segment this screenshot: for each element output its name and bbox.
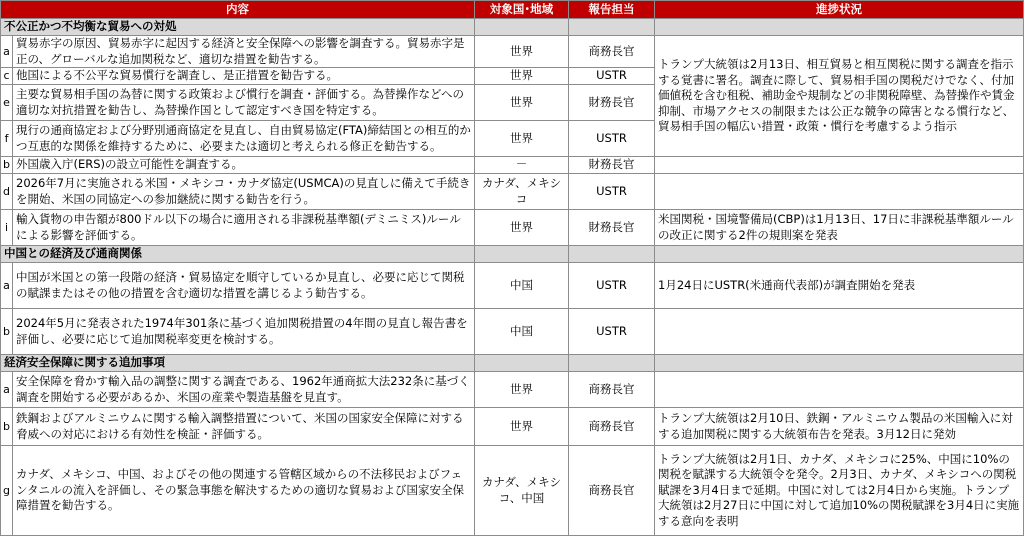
row-content: 2024年5月に発表された1974年301条に基づく追加関税措置の4年間の見直し報告書を評価し、必要に応じて追加関税率変更を検討する。 <box>13 309 475 355</box>
header-row <box>1 1 1024 19</box>
row-country: 中国 <box>475 263 569 309</box>
row-content: 貿易赤字の原因、貿易赤字に起因する経済と安全保障への影響を調査する。貿易赤字是正の、グローバルな追加関税など、適切な措置を勧告する。 <box>13 36 475 68</box>
row-content: 中国が米国との第一段階の経済・貿易協定を順守しているか見直し、必要に応じて関税の賦課またはその他の措置を含む適切な措置を講じるよう勧告する。 <box>13 263 475 309</box>
row-country: カナダ、メキシコ <box>475 174 569 210</box>
row-content: 外国歳入庁(ERS)の設立可能性を調査する。 <box>13 157 475 174</box>
header-content: 内容 <box>1 1 475 19</box>
row-content: 主要な貿易相手国の為替に関する政策および慣行を調査・評価する。為替操作などへの適切な対抗措置を勧告し、為替操作国として認定すべき国を特定する。 <box>13 85 475 121</box>
row-country: 世界 <box>475 372 569 408</box>
row-country: カナダ、メキシコ、中国 <box>475 446 569 536</box>
row-country: 中国 <box>475 309 569 355</box>
section-title: 中国との経済及び通商関係 <box>1 246 475 263</box>
row-letter: b <box>1 309 13 355</box>
row-country: 世界 <box>475 121 569 157</box>
row-content: 輸入貨物の申告額が800ドル以下の場合に適用される非課税基準額(デミニミス)ルールによる影響を評価する。 <box>13 210 475 246</box>
table-row <box>1 263 1024 309</box>
row-reporter: USTR <box>569 174 655 210</box>
row-letter: e <box>1 85 13 121</box>
row-reporter: USTR <box>569 68 655 85</box>
table-row <box>1 372 1024 408</box>
row-progress: トランプ大統領は2月10日、鉄鋼・アルミニウム製品の米国輸入に対する追加関税に関する大統領布告を発表。3月12日に発効 <box>655 408 1024 446</box>
row-progress <box>655 372 1024 408</box>
row-reporter: 財務長官 <box>569 85 655 121</box>
row-reporter: USTR <box>569 309 655 355</box>
table-row <box>1 210 1024 246</box>
row-content: 他国による不公平な貿易慣行を調査し、是正措置を勧告する。 <box>13 68 475 85</box>
row-letter: b <box>1 157 13 174</box>
row-reporter: 財務長官 <box>569 157 655 174</box>
table-row <box>1 408 1024 446</box>
row-reporter: 商務長官 <box>569 372 655 408</box>
row-content: 鉄鋼およびアルミニウムに関する輸入調整措置について、米国の国家安全保障に対する脅威への対応における有効性を検証・評価する。 <box>13 408 475 446</box>
table-row <box>1 157 1024 174</box>
section-title: 経済安全保障に関する追加事項 <box>1 355 475 372</box>
row-content: 2026年7月に実施される米国・メキシコ・カナダ協定(USMCA)の見直しに備えて手続きを開始、米国の同協定への参加継続に関する勧告を行う。 <box>13 174 475 210</box>
row-progress: トランプ大統領は2月13日、相互貿易と相互関税に関する調査を指示する覚書に署名。調査に際して、貿易相手国の関税だけでなく、付加価値税を含む租税、補助金や規制などの非関税障壁、為替操作や賃金抑制、市場アクセスの制限または公正な競争の障害となる慣行など、貿易相手国の幅広い措置・政策・慣行を考慮するよう指示 <box>655 36 1024 157</box>
header-progress: 進捗状況 <box>655 1 1024 19</box>
section-title: 不公正かつ不均衡な貿易への対処 <box>1 19 475 36</box>
row-country: 世界 <box>475 68 569 85</box>
row-progress <box>655 309 1024 355</box>
row-reporter: 商務長官 <box>569 36 655 68</box>
row-letter: a <box>1 372 13 408</box>
row-letter: g <box>1 446 13 536</box>
row-content: 安全保障を脅かす輸入品の調整に関する調査である、1962年通商拡大法232条に基づく調査を開始する必要があるか、米国の産業や製造基盤を見直す。 <box>13 372 475 408</box>
section-row-china <box>1 246 1024 263</box>
row-country: － <box>475 157 569 174</box>
row-letter: c <box>1 68 13 85</box>
table-row <box>1 174 1024 210</box>
row-progress: 1月24日にUSTR(米通商代表部)が調査開始を発表 <box>655 263 1024 309</box>
row-reporter: USTR <box>569 263 655 309</box>
row-country: 世界 <box>475 36 569 68</box>
row-letter: a <box>1 263 13 309</box>
row-reporter: 商務長官 <box>569 446 655 536</box>
row-letter: i <box>1 210 13 246</box>
row-reporter: USTR <box>569 121 655 157</box>
row-content: カナダ、メキシコ、中国、およびその他の関連する管轄区域からの不法移民およびフェンタニルの流入を評価し、その緊急事態を解決するための適切な貿易および国家安全保障措置を勧告する。 <box>13 446 475 536</box>
row-letter: d <box>1 174 13 210</box>
row-reporter: 商務長官 <box>569 408 655 446</box>
section-row-economic-security <box>1 355 1024 372</box>
row-letter: a <box>1 36 13 68</box>
row-letter: f <box>1 121 13 157</box>
header-country: 対象国･地域 <box>475 1 569 19</box>
header-reporter: 報告担当 <box>569 1 655 19</box>
row-country: 世界 <box>475 210 569 246</box>
table-row <box>1 309 1024 355</box>
row-progress: トランプ大統領は2月1日、カナダ、メキシコに25%、中国に10%の関税を賦課する大統領令を発令。2月3日、カナダ、メキシコへの関税賦課を3月4日まで延期。中国に対しては2月4日から実施。トランプ大統領は2月27日に中国に対して追加10%の関税賦課を3月4日に実施する意向を表明 <box>655 446 1024 536</box>
row-content: 現行の通商協定および分野別通商協定を見直し、自由貿易協定(FTA)締結国との相互的かつ互恵的な関係を維持するために、必要または適切と考えられる修正を勧告する。 <box>13 121 475 157</box>
row-country: 世界 <box>475 85 569 121</box>
table-row <box>1 446 1024 536</box>
row-reporter: 財務長官 <box>569 210 655 246</box>
section-row-unfair-trade <box>1 19 1024 36</box>
row-letter: b <box>1 408 13 446</box>
row-country: 世界 <box>475 408 569 446</box>
row-progress: 米国関税・国境警備局(CBP)は1月13日、17日に非課税基準額ルールの改正に関する2件の規則案を発表 <box>655 210 1024 246</box>
table-row <box>1 36 1024 68</box>
